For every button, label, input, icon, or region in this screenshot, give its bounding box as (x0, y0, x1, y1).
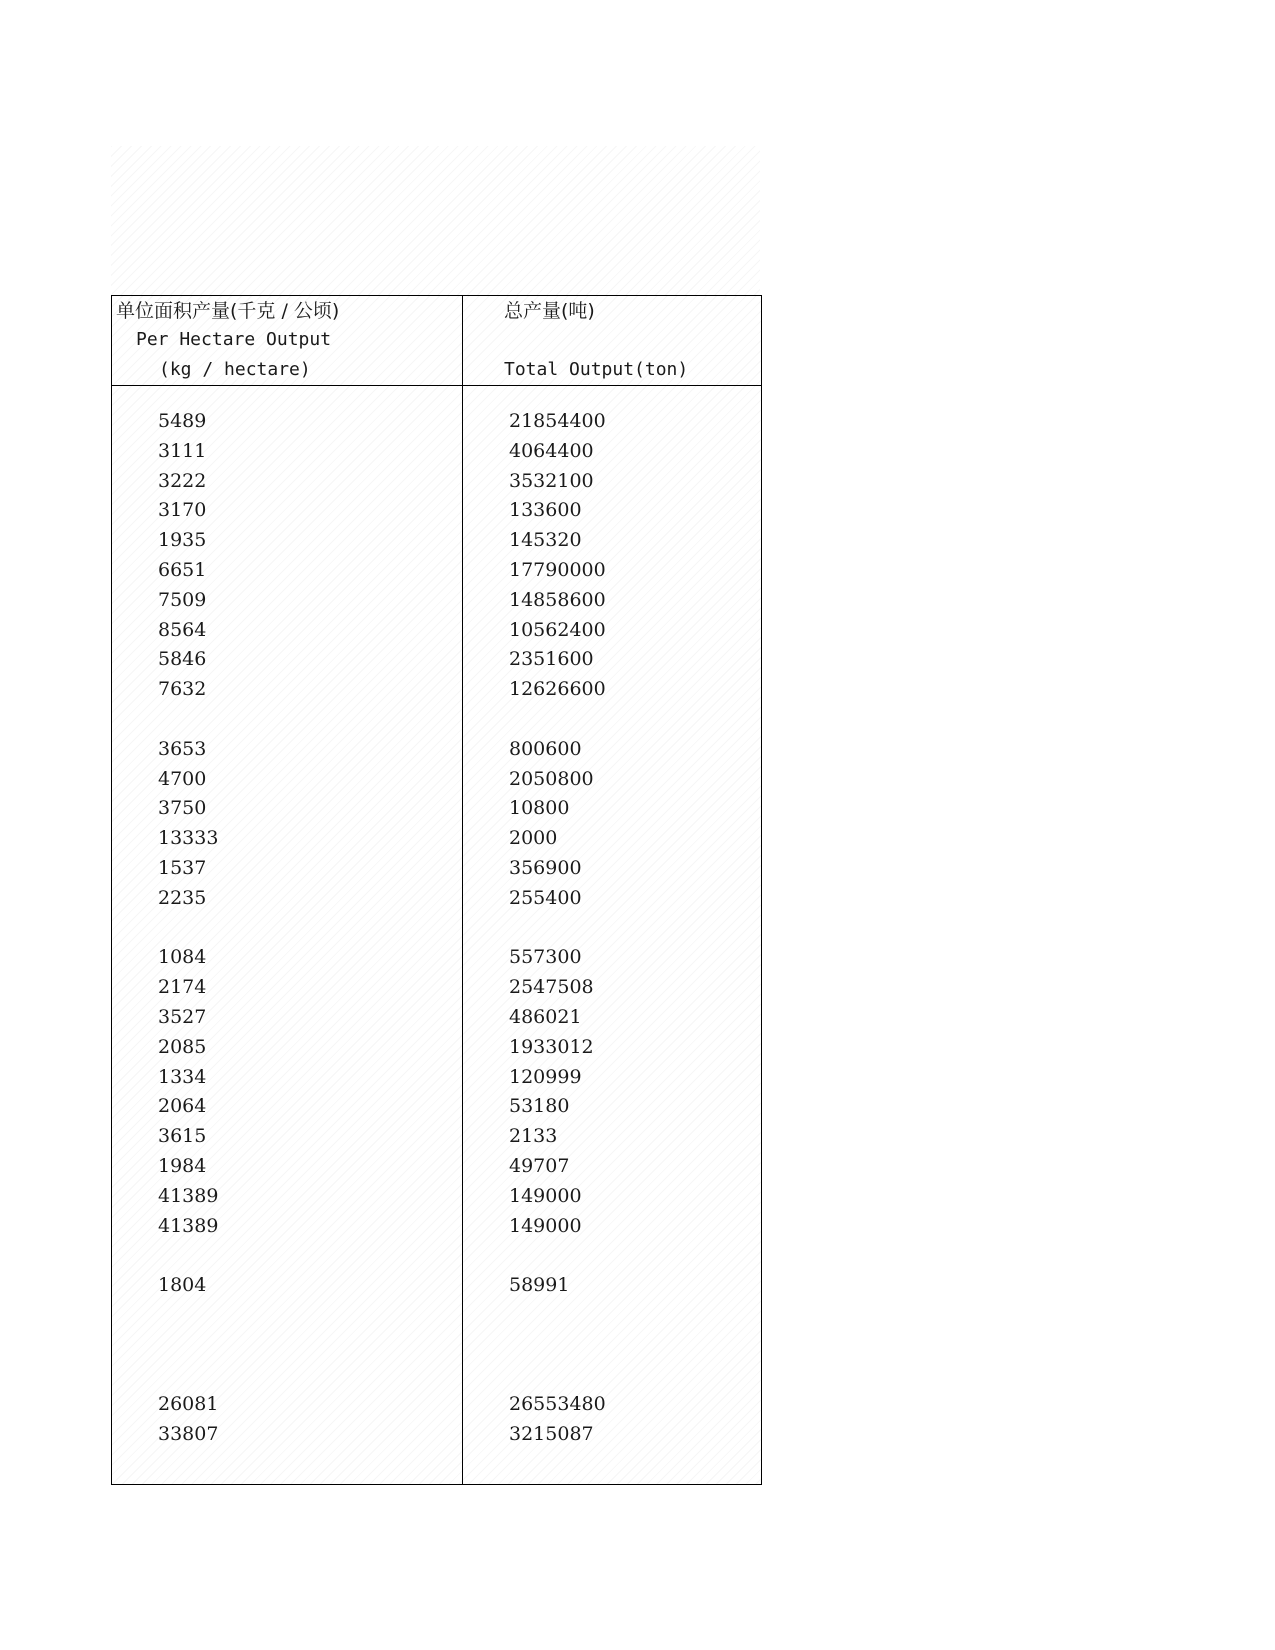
total-output-value: 149000 (509, 1214, 582, 1237)
per-hectare-value: 6651 (158, 558, 207, 581)
table-row (112, 1420, 761, 1450)
data-table (111, 295, 762, 1485)
table-row (112, 675, 761, 705)
per-hectare-value: 5846 (158, 648, 207, 671)
per-hectare-value: 3527 (158, 1005, 207, 1028)
per-hectare-value: 3111 (158, 439, 207, 462)
col1-header-en-line1: Per Hectare Output (136, 329, 332, 350)
per-hectare-value: 1334 (158, 1065, 207, 1088)
table-row (112, 884, 761, 914)
total-output-value: 1933012 (509, 1035, 594, 1058)
per-hectare-value: 1984 (158, 1154, 207, 1177)
table-row (112, 1241, 761, 1271)
table-row (112, 794, 761, 824)
table-row (112, 735, 761, 765)
table-row (112, 1212, 761, 1242)
table-row (112, 1033, 761, 1063)
per-hectare-value: 26081 (158, 1393, 219, 1416)
total-output-value: 2351600 (509, 648, 594, 671)
table-row (112, 1182, 761, 1212)
table-row (112, 586, 761, 616)
table-row (112, 943, 761, 973)
per-hectare-value: 1804 (158, 1274, 207, 1297)
total-output-value: 2547508 (509, 976, 594, 999)
per-hectare-value: 13333 (158, 827, 219, 850)
per-hectare-value: 41389 (158, 1184, 219, 1207)
total-output-value: 49707 (509, 1154, 570, 1177)
table-row (112, 1331, 761, 1361)
per-hectare-value: 5489 (158, 410, 207, 432)
table-row (112, 616, 761, 646)
total-output-value: 26553480 (509, 1393, 606, 1416)
table-row (112, 556, 761, 586)
per-hectare-value: 3222 (158, 469, 207, 492)
per-hectare-value: 1537 (158, 856, 207, 879)
table-row (112, 824, 761, 854)
table-row (112, 1361, 761, 1391)
per-hectare-value: 7632 (158, 678, 207, 701)
total-output-value: 4064400 (509, 439, 594, 462)
total-output-value: 14858600 (509, 588, 606, 611)
col1-header-en-line2: (kg / hectare) (159, 359, 311, 380)
total-output-value: 2133 (509, 1125, 558, 1148)
total-output-value: 53180 (509, 1095, 570, 1118)
total-output-value: 17790000 (509, 558, 606, 581)
per-hectare-value: 3653 (158, 737, 207, 760)
col1-header-zh: 单位面积产量(千克 / 公顷) (116, 300, 340, 322)
per-hectare-value: 3170 (158, 499, 207, 522)
table-row (112, 1301, 761, 1331)
total-output-value: 3215087 (509, 1423, 594, 1446)
table-row (112, 765, 761, 795)
table-row (112, 1063, 761, 1093)
total-output-value: 21854400 (509, 410, 606, 432)
table-row (112, 496, 761, 526)
per-hectare-value: 2085 (158, 1035, 207, 1058)
total-output-value: 12626600 (509, 678, 606, 701)
total-output-value: 58991 (509, 1274, 570, 1297)
total-output-value: 356900 (509, 856, 582, 879)
total-output-value: 2050800 (509, 767, 594, 790)
table-row (112, 645, 761, 675)
hatched-background-top (111, 146, 760, 296)
per-hectare-value: 2064 (158, 1095, 207, 1118)
total-output-value: 149000 (509, 1184, 582, 1207)
table-row (112, 1271, 761, 1301)
total-output-value: 3532100 (509, 469, 594, 492)
table-body (112, 407, 761, 1450)
col2-header-zh: 总产量(吨) (504, 300, 595, 322)
per-hectare-value: 41389 (158, 1214, 219, 1237)
table-row (112, 467, 761, 497)
per-hectare-value: 33807 (158, 1423, 219, 1446)
total-output-value: 486021 (509, 1005, 582, 1028)
per-hectare-value: 4700 (158, 767, 207, 790)
total-output-value: 2000 (509, 827, 558, 850)
total-output-value: 800600 (509, 737, 582, 760)
table-row (112, 1122, 761, 1152)
table-row (112, 1152, 761, 1182)
table-row (112, 1390, 761, 1420)
table-row (112, 407, 761, 437)
table-row (112, 705, 761, 735)
per-hectare-value: 2235 (158, 886, 207, 909)
total-output-value: 557300 (509, 946, 582, 969)
col2-header-en: Total Output(ton) (504, 359, 689, 380)
header-rule (112, 385, 761, 386)
per-hectare-value: 3750 (158, 797, 207, 820)
total-output-value: 133600 (509, 499, 582, 522)
total-output-value: 145320 (509, 529, 582, 552)
table-row (112, 1003, 761, 1033)
per-hectare-value: 7509 (158, 588, 207, 611)
table-row (112, 854, 761, 884)
table-row (112, 437, 761, 467)
table-row (112, 973, 761, 1003)
per-hectare-value: 1935 (158, 529, 207, 552)
total-output-value: 10562400 (509, 618, 606, 641)
table-row (112, 914, 761, 944)
per-hectare-value: 2174 (158, 976, 207, 999)
total-output-value: 10800 (509, 797, 570, 820)
per-hectare-value: 3615 (158, 1125, 207, 1148)
per-hectare-value: 1084 (158, 946, 207, 969)
table-row (112, 1092, 761, 1122)
total-output-value: 120999 (509, 1065, 582, 1088)
total-output-value: 255400 (509, 886, 582, 909)
table-row (112, 526, 761, 556)
per-hectare-value: 8564 (158, 618, 207, 641)
